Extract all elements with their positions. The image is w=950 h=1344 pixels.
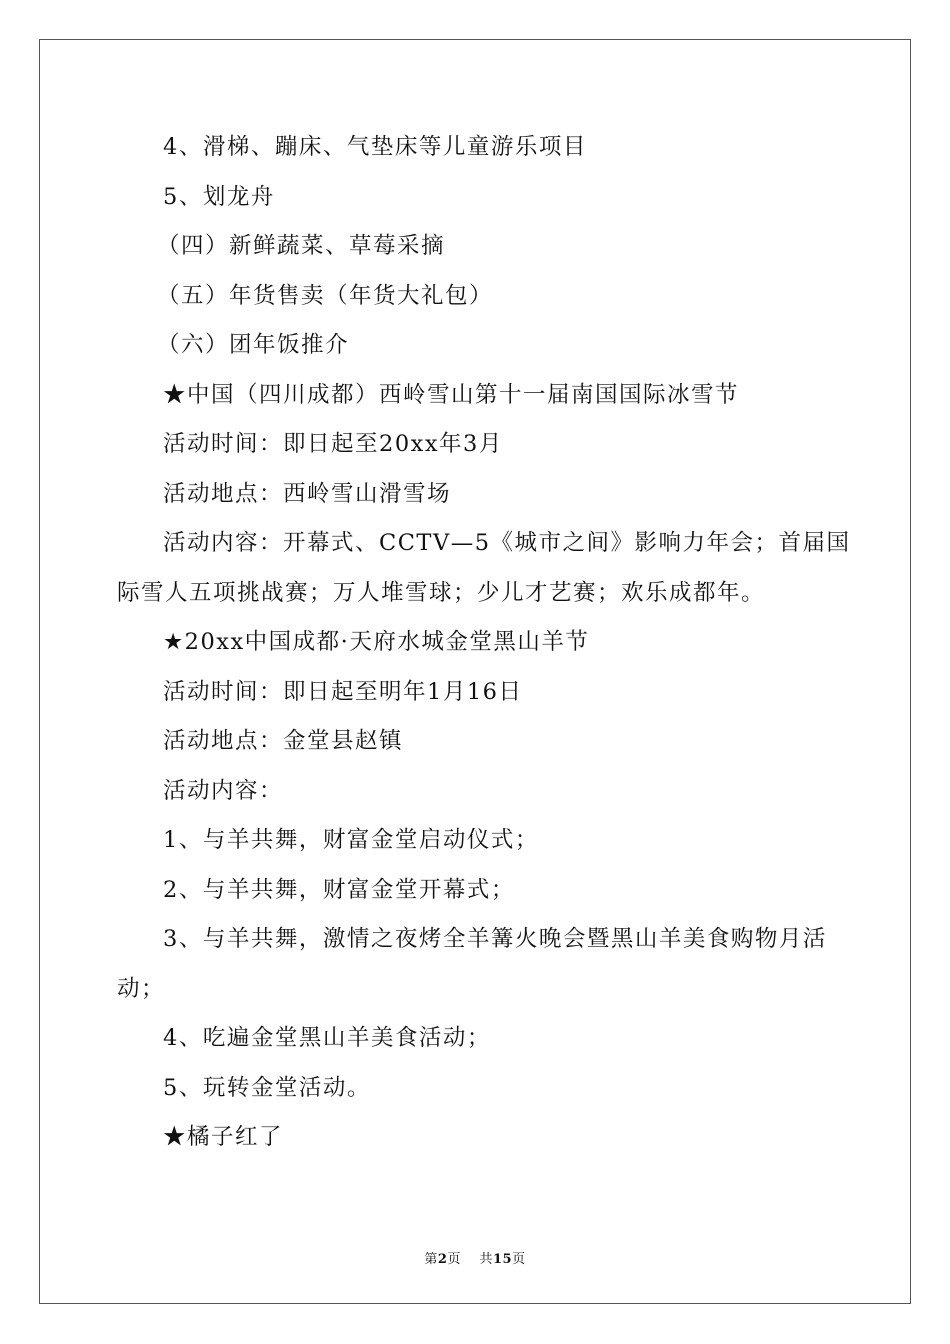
list-item: 4、滑梯、蹦床、气垫床等儿童游乐项目 xyxy=(163,134,587,160)
list-item: 5、玩转金堂活动。 xyxy=(163,1074,371,1101)
event-title: ★20xx中国成都·天府水城金堂黑山羊节 xyxy=(163,629,590,655)
total-suffix: 页 xyxy=(512,1252,526,1267)
event-time: 活动时间：即日起至明年1月16日 xyxy=(163,678,523,705)
total-pages: 15 xyxy=(493,1252,513,1267)
page-prefix: 第 xyxy=(424,1252,438,1267)
event-content-continued: 际雪人五项挑战赛；万人堆雪球；少儿才艺赛；欢乐成都年。 xyxy=(117,579,766,606)
section-heading: （六）团年饭推介 xyxy=(157,332,350,358)
list-item: 2、与羊共舞，财富金堂开幕式； xyxy=(163,876,515,903)
event-location: 活动地点：金堂县赵镇 xyxy=(163,728,404,754)
list-item-continued: 动； xyxy=(117,975,166,1002)
event-time: 活动时间：即日起至20xx年3月 xyxy=(163,431,503,457)
list-item: 1、与羊共舞，财富金堂启动仪式； xyxy=(163,827,539,853)
event-content-label: 活动内容： xyxy=(163,777,284,804)
page-number: 2 xyxy=(437,1252,448,1267)
page-footer xyxy=(0,1248,950,1267)
list-item: 5、划龙舟 xyxy=(163,183,275,210)
event-location: 活动地点：西岭雪山滑雪场 xyxy=(163,480,452,507)
event-content: 活动内容：开幕式、CCTV—5《城市之间》影响力年会；首届国 xyxy=(163,530,851,556)
list-item: 3、与羊共舞，激情之夜烤全羊篝火晚会暨黑山羊美食购物月活 xyxy=(163,926,827,952)
section-heading: （四）新鲜蔬菜、草莓采摘 xyxy=(157,233,446,259)
list-item: 4、吃遍金堂黑山羊美食活动； xyxy=(163,1025,491,1051)
event-title: ★中国（四川成都）西岭雪山第十一届南国国际冰雪节 xyxy=(163,381,740,408)
document-body xyxy=(117,123,851,1163)
page-suffix: 页 xyxy=(447,1252,461,1267)
total-prefix: 共 xyxy=(479,1252,493,1267)
event-title: ★橘子红了 xyxy=(163,1124,284,1150)
section-heading: （五）年货售卖（年货大礼包） xyxy=(157,282,494,309)
